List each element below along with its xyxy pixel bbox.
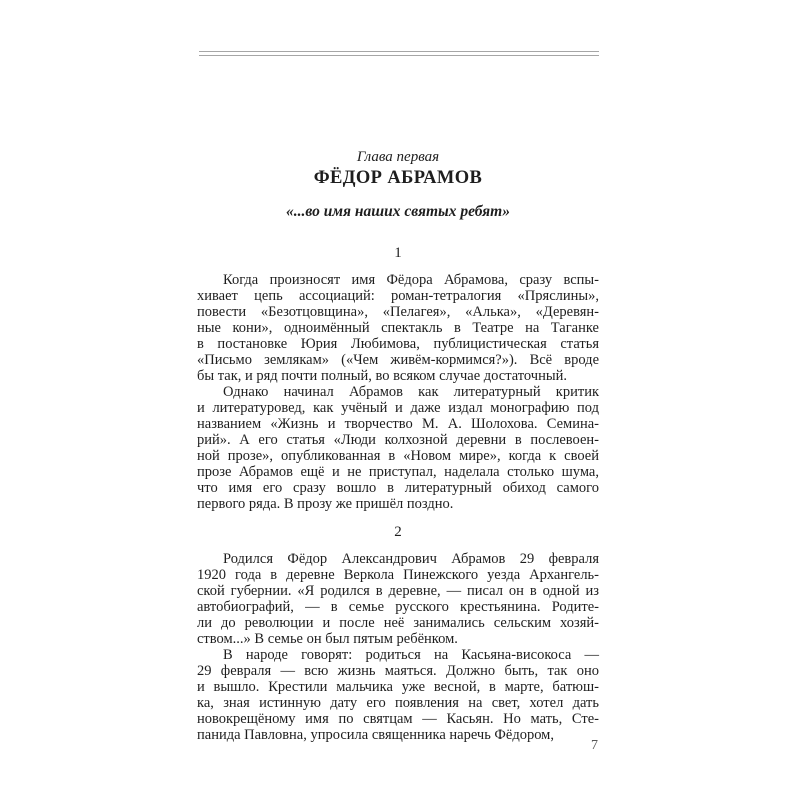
text-line: первого ряда. В прозу же пришёл поздно. [197, 496, 454, 512]
text-line: ской губернии. «Я родился в деревне, — писал он в одной из [197, 583, 599, 599]
text-line: в постановке Юрия Любимова, публицистическая статья [197, 336, 599, 352]
text-line: новокрещёному имя по святцам — Касьян. Но мать, Сте- [197, 711, 599, 727]
text-line: повести «Безотцовщина», «Пелагея», «Алька», «Деревян- [197, 304, 599, 320]
chapter-epigraph: «...во имя наших святых ребят» [286, 203, 510, 220]
text-line: и вышло. Крестили мальчика уже весной, в марте, батюш- [197, 679, 599, 695]
text-line: ной прозе», опубликованная в «Новом мире», когда к своей [197, 448, 599, 464]
text-line: В народе говорят: родиться на Касьяна-високоса — [223, 647, 599, 663]
text-line: что имя его сразу вошло в литературный обиход самого [197, 480, 599, 496]
text-line: бы так, и ряд почти полный, во всяком случае достаточный. [197, 368, 567, 384]
section-number: 2 [394, 524, 402, 540]
text-line: прозе Абрамов ещё и не приступал, наделала столько шума, [197, 464, 599, 480]
sections-container [197, 245, 599, 743]
section-number: 1 [394, 245, 402, 261]
paragraph [197, 272, 599, 384]
text-line: панида Павловна, упросила священника наречь Фёдором, [197, 727, 554, 743]
paragraph [197, 384, 599, 512]
text-line: названием «Жизнь и творчество М. А. Шолохова. Семина- [197, 416, 599, 432]
text-line: Однако начинал Абрамов как литературный критик [223, 384, 599, 400]
text-line: Родился Фёдор Александрович Абрамов 29 февраля [223, 551, 599, 567]
text-line: ли до революции и после неё занимались сельским хозяй- [197, 615, 599, 631]
text-line: хивает цепь ассоциаций: роман-тетралогия «Пряслины», [197, 288, 599, 304]
text-line: автобиографий, — в семье русского крестьянина. Родите- [197, 599, 599, 615]
chapter-kicker: Глава первая [356, 149, 440, 165]
text-line: ные кони», одноимённый спектакль в Театре на Таганке [197, 320, 599, 336]
paragraph [197, 647, 599, 743]
page-number: 7 [591, 738, 598, 753]
paragraph [197, 551, 599, 647]
text-line: ка, зная истинную дату его появления на свет, хотел дать [197, 695, 599, 711]
text-line: ством...» В семье он был пятым ребёнком. [197, 631, 458, 647]
text-line: 29 февраля — всю жизнь маяться. Должно быть, так оно [197, 663, 599, 679]
text-line: рий». А его статья «Люди колхозной деревни в послевоен- [197, 432, 599, 448]
text-column [197, 148, 599, 743]
header-rule [199, 51, 599, 56]
text-line: Когда произносят имя Фёдора Абрамова, сразу вспы- [223, 272, 599, 288]
text-line: 1920 года в деревне Веркола Пинежского уезда Архангель- [197, 567, 599, 583]
chapter-title: ФЁДОР АБРАМОВ [313, 168, 483, 188]
text-line: и литературовед, как учёный и даже издал монографию под [197, 400, 599, 416]
section-2 [197, 524, 599, 743]
section-1 [197, 245, 599, 512]
text-line: «Письмо землякам» («Чем живём-кормимся?»). Всё вроде [197, 352, 599, 368]
